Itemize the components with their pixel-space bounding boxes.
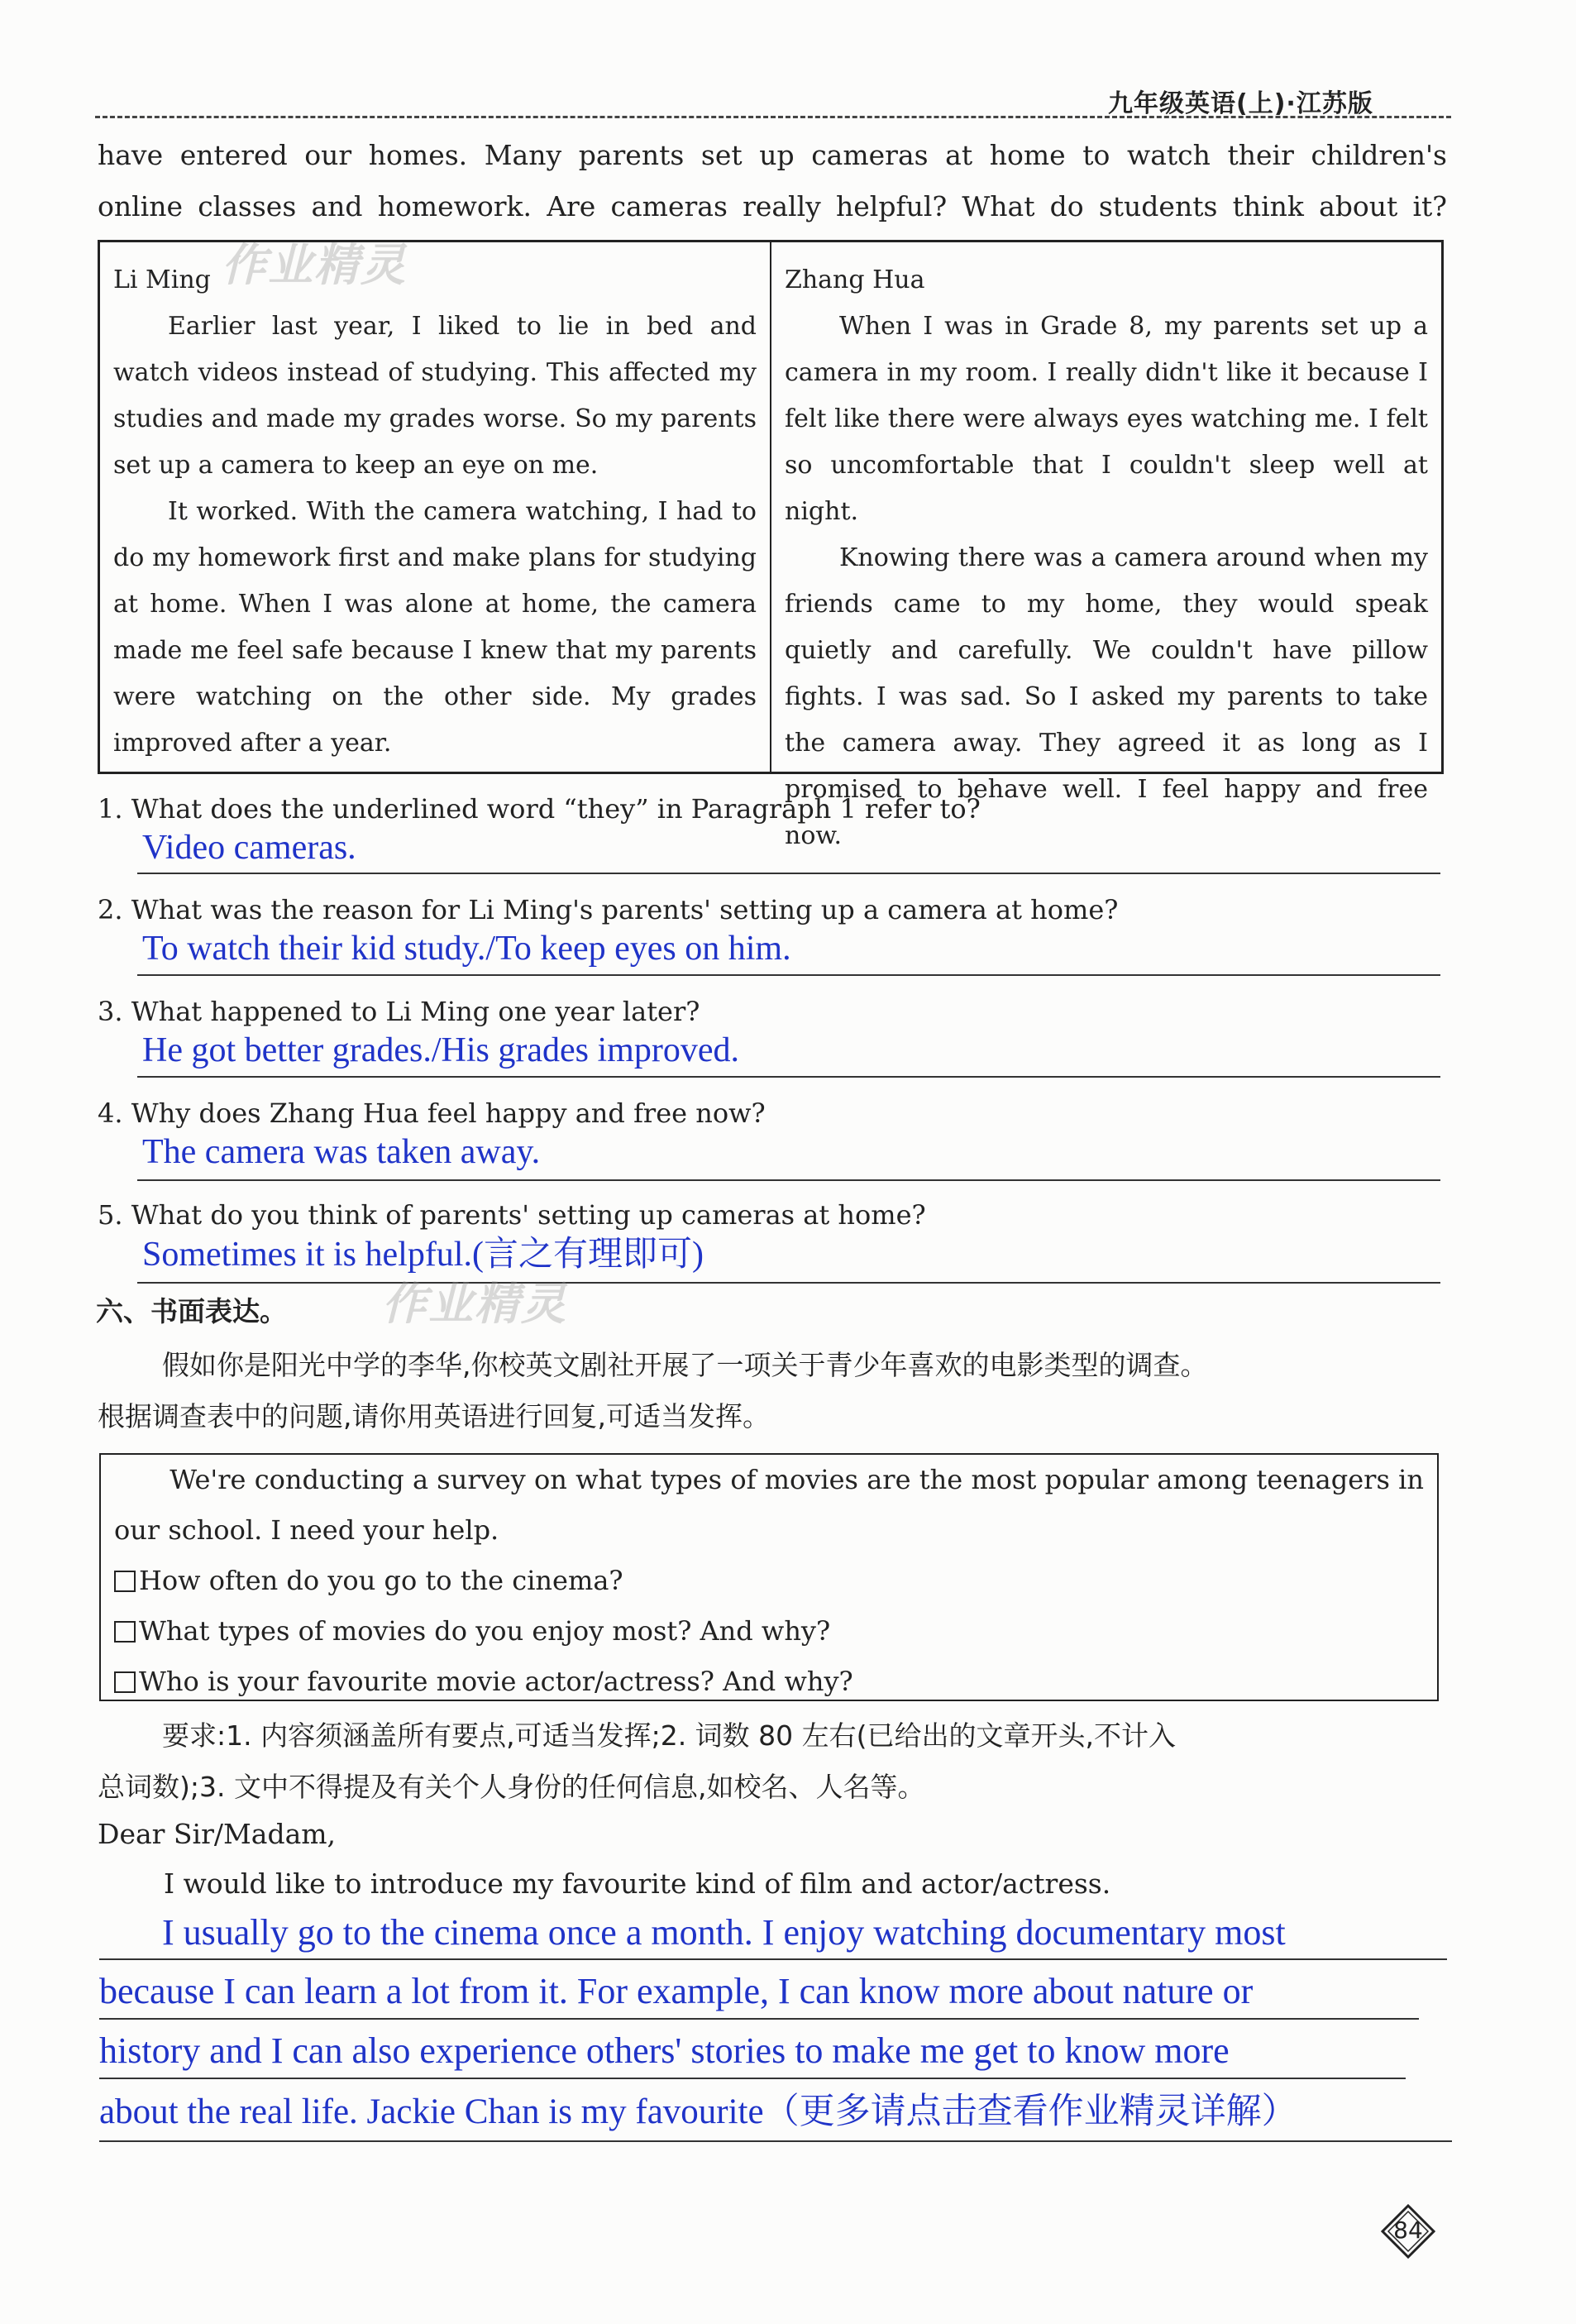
essay-rule	[99, 2078, 1406, 2079]
intro-line-1: have entered our homes. Many parents set up cameras at home to watch their children's	[98, 139, 1447, 171]
question-3: 3. What happened to Li Ming one year later?	[98, 996, 700, 1027]
checkbox-icon	[114, 1671, 136, 1693]
checkbox-icon	[114, 1621, 136, 1643]
column-paragraph: When I was in Grade 8, my parents set up a camera in my room. I really didn't like it because I felt like there were always eyes watching me. I felt so uncomfortable that I couldn't sleep well at night.	[785, 312, 1428, 526]
checkbox-icon	[114, 1571, 136, 1592]
answer-2: To watch their kid study./To keep eyes on him.	[142, 930, 791, 968]
answer-line	[137, 974, 1440, 976]
column-name: Zhang Hua	[785, 265, 925, 294]
answer-line	[137, 1282, 1440, 1284]
intro-line-2: online classes and homework. Are cameras really helpful? What do students think about it?	[98, 190, 1447, 222]
question-2: 2. What was the reason for Li Ming's parents' setting up a camera at home?	[98, 894, 1119, 925]
requirements-line-1: 要求:1. 内容须涵盖所有要点,可适当发挥;2. 词数 80 左右(已给出的文章开头,不计入	[162, 1719, 1177, 1752]
essay-line-4: about the real life. Jackie Chan is my favourite（更多请点击查看作业精灵详解）	[99, 2092, 1297, 2131]
column-name: Li Ming	[113, 265, 211, 294]
page-number: 84	[1393, 2216, 1423, 2244]
answer-line	[137, 873, 1440, 874]
survey-box	[99, 1453, 1439, 1701]
essay-rule	[99, 2018, 1419, 2020]
requirements-line-2: 总词数);3. 文中不得提及有关个人身份的任何信息,如校名、人名等。	[98, 1771, 925, 1803]
survey-item: Who is your favourite movie actor/actress? And why?	[114, 1657, 1424, 1707]
prompt-line-1: 假如你是阳光中学的李华,你校英文剧社开展了一项关于青少年喜欢的电影类型的调查。	[162, 1349, 1208, 1381]
essay-line-3: history and I can also experience others' stories to make me get to know more	[99, 2030, 1230, 2071]
section-title: 六、书面表达。	[96, 1295, 287, 1327]
watermark: 作业精灵	[382, 1278, 567, 1330]
question-4: 4. Why does Zhang Hua feel happy and free now?	[98, 1097, 766, 1129]
letter-opening: I would like to introduce my favourite kind of film and actor/actress.	[164, 1867, 1111, 1900]
prompt-line-2: 根据调查表中的问题,请你用英语进行回复,可适当发挥。	[98, 1400, 770, 1432]
answer-5: Sometimes it is helpful.(言之有理即可)	[142, 1236, 704, 1274]
table-column-li-ming	[100, 242, 770, 772]
column-paragraph: It worked. With the camera watching, I had to do my homework first and make plans for studying at home. When I was alone at home, the camera made me feel safe because I knew that my parents were watching on the other side. My grades improved after a year.	[113, 497, 757, 758]
table-column-zhang-hua	[770, 242, 1441, 850]
essay-line-1: I usually go to the cinema once a month. I enjoy watching documentary most	[162, 1912, 1286, 1953]
header-divider	[95, 116, 1451, 118]
watermark: 作业精灵	[222, 239, 407, 291]
letter-salutation: Dear Sir/Madam,	[98, 1818, 337, 1850]
answer-4: The camera was taken away.	[142, 1133, 541, 1171]
column-paragraph: Earlier last year, I liked to lie in bed and watch videos instead of studying. This affected my studies and made my grades worse. So my parents set up a camera to keep an eye on me.	[113, 312, 757, 480]
answer-line	[137, 1179, 1440, 1181]
essay-rule	[99, 1958, 1447, 1960]
survey-item: How often do you go to the cinema?	[114, 1556, 1424, 1606]
question-5: 5. What do you think of parents' setting up cameras at home?	[98, 1199, 926, 1231]
survey-item: What types of movies do you enjoy most? And why?	[114, 1606, 1424, 1657]
essay-line-2: because I can learn a lot from it. For example, I can know more about nature or	[99, 1971, 1254, 2011]
survey-lead: We're conducting a survey on what types of movies are the most popular among teenagers in our school. I need your help.	[114, 1464, 1424, 1546]
question-1: 1. What does the underlined word “they” in Paragraph 1 refer to?	[98, 793, 981, 825]
answer-3: He got better grades./His grades improved.	[142, 1031, 739, 1069]
answer-1: Video cameras.	[142, 829, 356, 867]
header-title: 九年级英语(上)·江苏版	[1108, 89, 1373, 118]
column-paragraph: Knowing there was a camera around when my friends came to my home, they would speak quietly and carefully. We couldn't have pillow fights. I was sad. So I asked my parents to take the camera away. They agreed it as long as I promised to behave well. I feel happy and free now.	[785, 543, 1428, 850]
answer-line	[137, 1076, 1440, 1078]
essay-rule	[99, 2140, 1452, 2142]
